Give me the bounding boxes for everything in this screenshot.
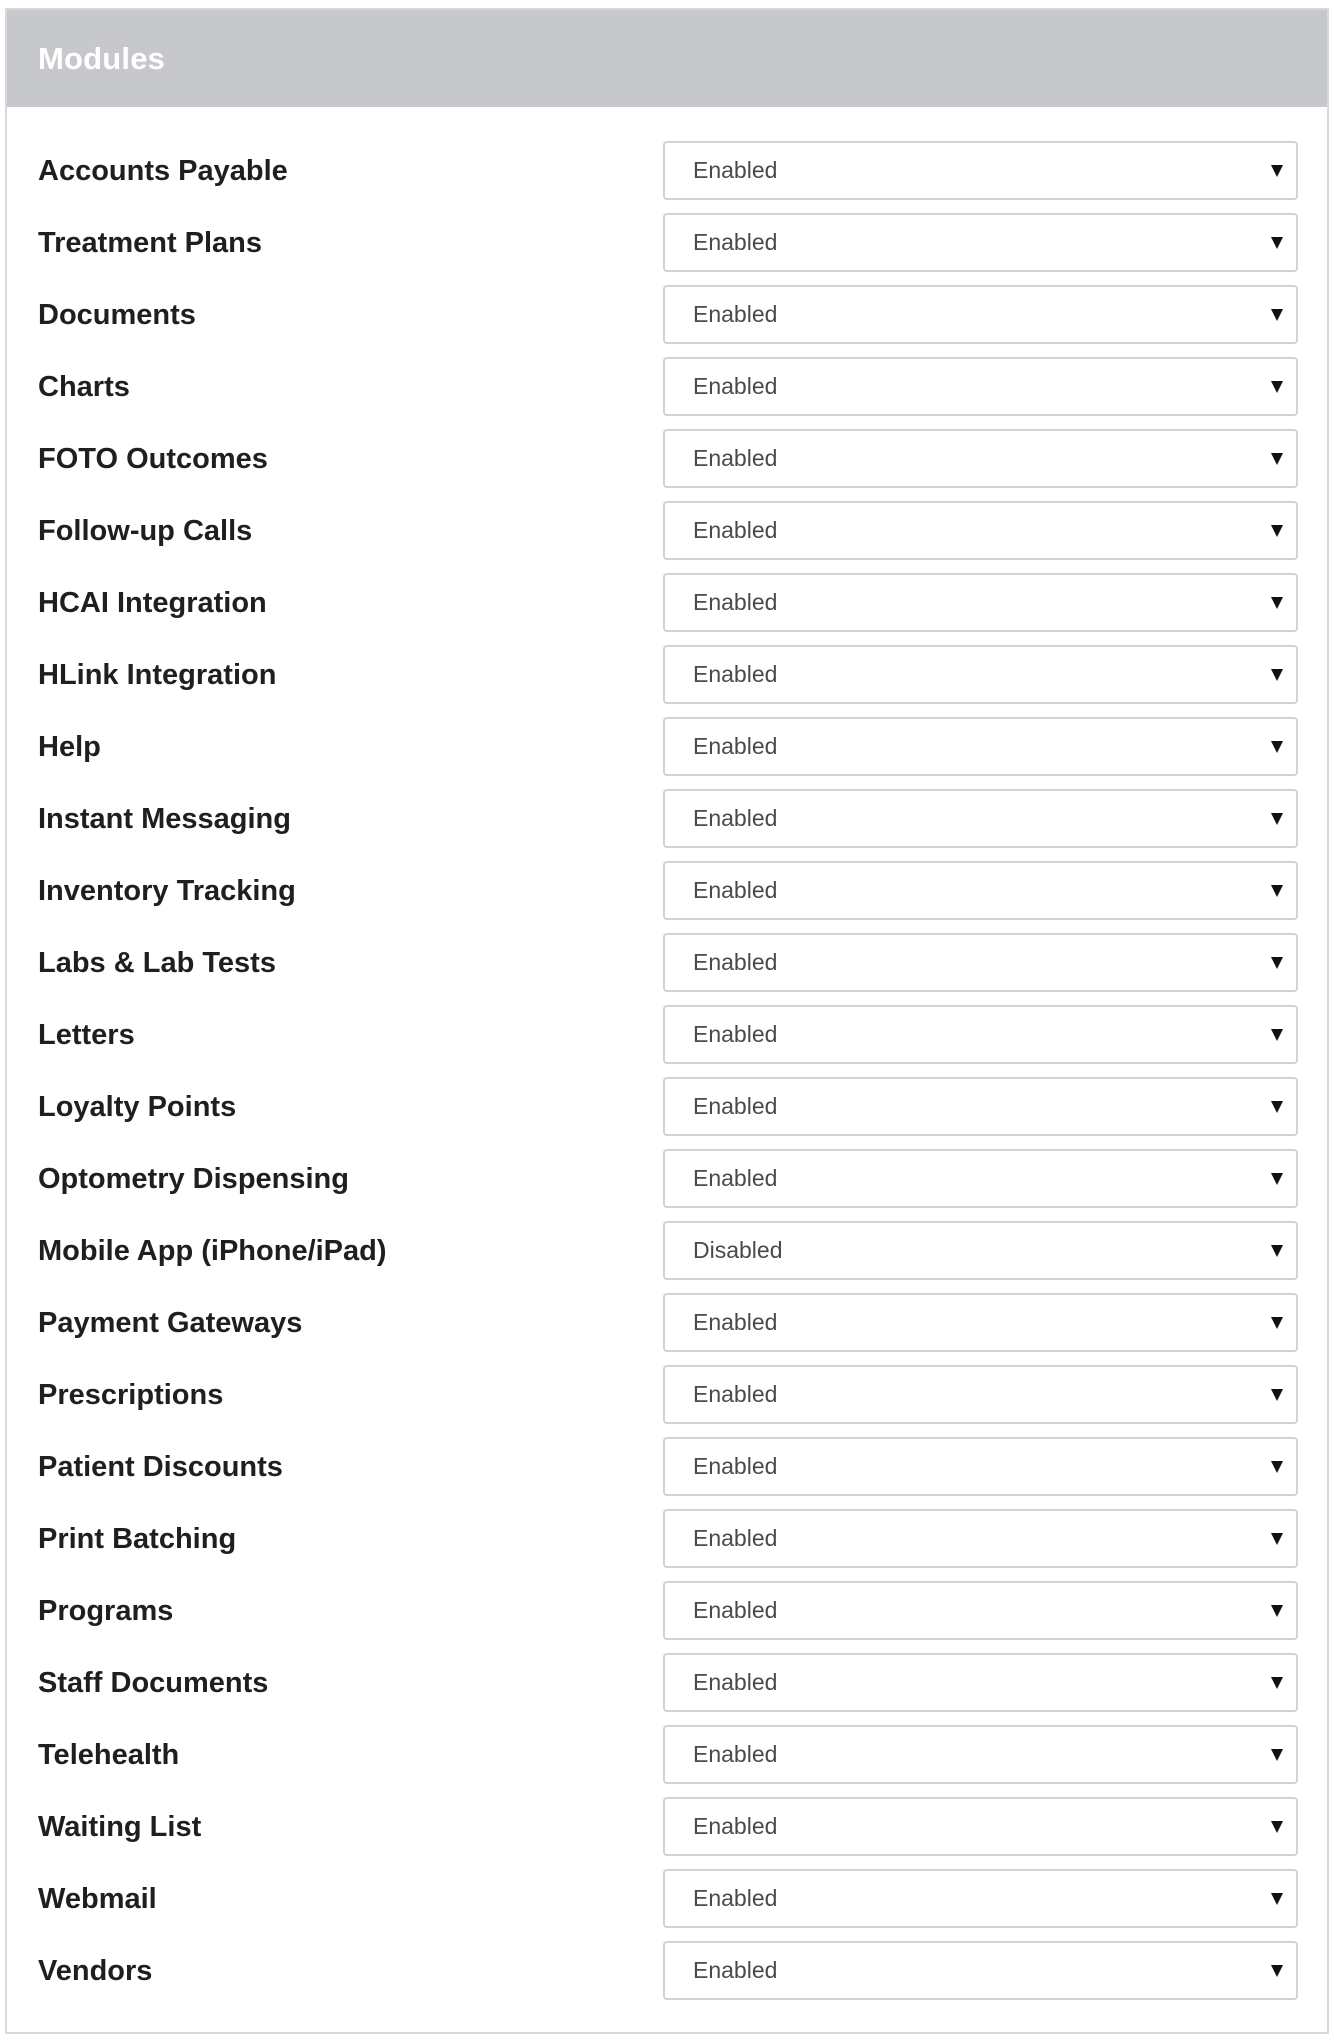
chevron-down-icon (1271, 1749, 1283, 1761)
module-label: Waiting List (38, 1810, 202, 1843)
chevron-down-icon (1271, 1893, 1283, 1905)
module-row-foto-outcomes (7, 423, 1327, 495)
chevron-down-icon (1271, 381, 1283, 393)
module-status-select-mobile-app-iphone-ipad[interactable] (663, 1221, 1298, 1280)
chevron-down-icon (1271, 1389, 1283, 1401)
module-label: Prescriptions (38, 1378, 224, 1411)
module-row-webmail (7, 1863, 1327, 1935)
chevron-down-icon (1271, 1173, 1283, 1185)
chevron-down-icon (1271, 813, 1283, 825)
module-status-select-staff-documents[interactable] (663, 1653, 1298, 1712)
module-row-vendors (7, 1935, 1327, 2007)
select-value: Enabled (693, 1597, 778, 1623)
module-label: Mobile App (iPhone/iPad) (38, 1234, 387, 1267)
module-status-select-charts[interactable] (663, 357, 1298, 416)
module-label: Follow-up Calls (38, 514, 253, 547)
module-label: Letters (38, 1018, 135, 1051)
select-value: Enabled (693, 805, 778, 831)
module-label: Accounts Payable (38, 154, 288, 187)
module-status-select-hcai-integration[interactable] (663, 573, 1298, 632)
module-label: Telehealth (38, 1738, 180, 1771)
module-status-select-programs[interactable] (663, 1581, 1298, 1640)
module-row-mobile-app-iphone-ipad (7, 1215, 1327, 1287)
module-row-labs-lab-tests (7, 927, 1327, 999)
module-row-optometry-dispensing (7, 1143, 1327, 1215)
select-value: Enabled (693, 949, 778, 975)
select-value: Enabled (693, 1957, 778, 1983)
module-label: Optometry Dispensing (38, 1162, 349, 1195)
module-label: Documents (38, 298, 196, 331)
module-row-letters (7, 999, 1327, 1071)
module-status-select-instant-messaging[interactable] (663, 789, 1298, 848)
chevron-down-icon (1271, 1461, 1283, 1473)
chevron-down-icon (1271, 1821, 1283, 1833)
select-value: Enabled (693, 877, 778, 903)
module-status-select-help[interactable] (663, 717, 1298, 776)
chevron-down-icon (1271, 1965, 1283, 1977)
module-row-accounts-payable (7, 135, 1327, 207)
module-label: Patient Discounts (38, 1450, 283, 1483)
module-label: Programs (38, 1594, 174, 1627)
chevron-down-icon (1271, 525, 1283, 537)
select-value: Enabled (693, 517, 778, 543)
modules-list (7, 107, 1327, 2007)
module-status-select-patient-discounts[interactable] (663, 1437, 1298, 1496)
select-value: Enabled (693, 1741, 778, 1767)
module-label: Labs & Lab Tests (38, 946, 276, 979)
select-value: Enabled (693, 661, 778, 687)
chevron-down-icon (1271, 741, 1283, 753)
module-status-select-labs-lab-tests[interactable] (663, 933, 1298, 992)
module-row-print-batching (7, 1503, 1327, 1575)
chevron-down-icon (1271, 1101, 1283, 1113)
select-value: Enabled (693, 1381, 778, 1407)
chevron-down-icon (1271, 1029, 1283, 1041)
chevron-down-icon (1271, 597, 1283, 609)
module-status-select-payment-gateways[interactable] (663, 1293, 1298, 1352)
module-status-select-waiting-list[interactable] (663, 1797, 1298, 1856)
chevron-down-icon (1271, 165, 1283, 177)
module-label: Payment Gateways (38, 1306, 303, 1339)
module-label: Treatment Plans (38, 226, 263, 259)
module-row-waiting-list (7, 1791, 1327, 1863)
module-row-programs (7, 1575, 1327, 1647)
module-status-select-print-batching[interactable] (663, 1509, 1298, 1568)
select-value: Enabled (693, 157, 778, 183)
select-value: Disabled (693, 1237, 783, 1263)
module-row-staff-documents (7, 1647, 1327, 1719)
select-value: Enabled (693, 1165, 778, 1191)
select-value: Enabled (693, 589, 778, 615)
module-status-select-letters[interactable] (663, 1005, 1298, 1064)
module-label: Charts (38, 370, 130, 403)
chevron-down-icon (1271, 1533, 1283, 1545)
module-row-telehealth (7, 1719, 1327, 1791)
select-value: Enabled (693, 1453, 778, 1479)
module-row-documents (7, 279, 1327, 351)
chevron-down-icon (1271, 885, 1283, 897)
module-row-help (7, 711, 1327, 783)
panel-header (7, 10, 1327, 107)
module-status-select-foto-outcomes[interactable] (663, 429, 1298, 488)
modules-panel (5, 8, 1329, 2034)
module-status-select-inventory-tracking[interactable] (663, 861, 1298, 920)
module-row-loyalty-points (7, 1071, 1327, 1143)
chevron-down-icon (1271, 1677, 1283, 1689)
module-status-select-telehealth[interactable] (663, 1725, 1298, 1784)
module-label: HCAI Integration (38, 586, 267, 619)
chevron-down-icon (1271, 237, 1283, 249)
select-value: Enabled (693, 1309, 778, 1335)
chevron-down-icon (1271, 309, 1283, 321)
module-row-follow-up-calls (7, 495, 1327, 567)
chevron-down-icon (1271, 669, 1283, 681)
select-value: Enabled (693, 1885, 778, 1911)
chevron-down-icon (1271, 1605, 1283, 1617)
module-status-select-vendors[interactable] (663, 1941, 1298, 2000)
module-row-payment-gateways (7, 1287, 1327, 1359)
module-row-treatment-plans (7, 207, 1327, 279)
select-value: Enabled (693, 1813, 778, 1839)
module-row-charts (7, 351, 1327, 423)
module-row-inventory-tracking (7, 855, 1327, 927)
select-value: Enabled (693, 733, 778, 759)
chevron-down-icon (1271, 453, 1283, 465)
module-status-select-accounts-payable[interactable] (663, 141, 1298, 200)
module-row-hcai-integration (7, 567, 1327, 639)
select-value: Enabled (693, 373, 778, 399)
module-status-select-follow-up-calls[interactable] (663, 501, 1298, 560)
select-value: Enabled (693, 1021, 778, 1047)
module-label: Inventory Tracking (38, 874, 296, 907)
select-value: Enabled (693, 1669, 778, 1695)
select-value: Enabled (693, 1525, 778, 1551)
module-label: FOTO Outcomes (38, 442, 268, 475)
chevron-down-icon (1271, 1317, 1283, 1329)
module-status-select-prescriptions[interactable] (663, 1365, 1298, 1424)
select-value: Enabled (693, 1093, 778, 1119)
module-status-select-webmail[interactable] (663, 1869, 1298, 1928)
module-label: Webmail (38, 1882, 157, 1915)
module-label: Print Batching (38, 1522, 237, 1555)
module-status-select-treatment-plans[interactable] (663, 213, 1298, 272)
select-value: Enabled (693, 445, 778, 471)
module-label: Staff Documents (38, 1666, 269, 1699)
module-status-select-hlink-integration[interactable] (663, 645, 1298, 704)
module-status-select-optometry-dispensing[interactable] (663, 1149, 1298, 1208)
module-row-hlink-integration (7, 639, 1327, 711)
module-row-prescriptions (7, 1359, 1327, 1431)
select-value: Enabled (693, 301, 778, 327)
module-row-patient-discounts (7, 1431, 1327, 1503)
module-status-select-loyalty-points[interactable] (663, 1077, 1298, 1136)
chevron-down-icon (1271, 957, 1283, 969)
module-label: Loyalty Points (38, 1090, 237, 1123)
chevron-down-icon (1271, 1245, 1283, 1257)
module-label: Vendors (38, 1954, 153, 1987)
module-status-select-documents[interactable] (663, 285, 1298, 344)
panel-title: Modules (38, 40, 166, 76)
module-label: Instant Messaging (38, 802, 291, 835)
module-row-instant-messaging (7, 783, 1327, 855)
select-value: Enabled (693, 229, 778, 255)
module-label: HLink Integration (38, 658, 277, 691)
module-label: Help (38, 730, 101, 763)
